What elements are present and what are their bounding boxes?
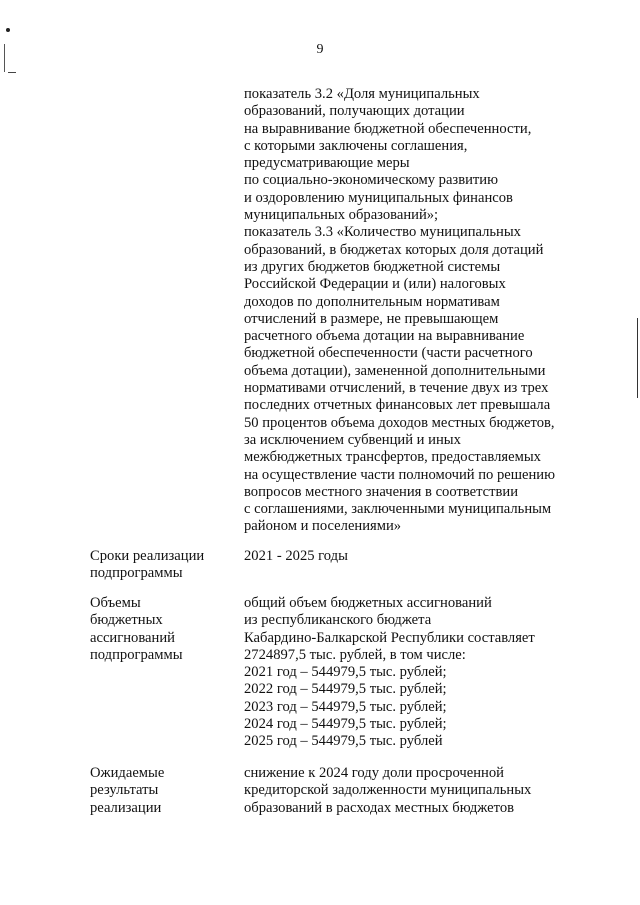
results-label	[90, 765, 164, 817]
text-line: образований, в бюджетах которых доля дотаций	[244, 241, 544, 258]
text-line: с которыми заключены соглашения,	[244, 137, 468, 154]
text-line: Российской Федерации и (или) налоговых	[244, 276, 506, 293]
text-line: отчислений в размере, не превышающем	[244, 310, 499, 327]
text-line: образований, получающих дотации	[244, 103, 465, 120]
label-line: подпрограммы	[90, 646, 183, 663]
text-line: и оздоровлению муниципальных финансов	[244, 189, 513, 206]
text-line: нормативами отчислений, в течение двух из трех	[244, 380, 549, 397]
value-line: общий объем бюджетных ассигнований	[244, 595, 492, 611]
text-line: 50 процентов объема доходов местных бюджетов,	[244, 414, 555, 431]
value-line: 2021 - 2025 годы	[244, 548, 348, 564]
text-line: на выравнивание бюджетной обеспеченности,	[244, 120, 532, 137]
terms-value	[244, 548, 348, 565]
label-line: реализации	[90, 799, 162, 816]
scan-edge-line	[637, 318, 638, 398]
label-line: подпрограммы	[90, 565, 183, 582]
terms-label	[90, 548, 204, 583]
text-line: районом и поселениями»	[244, 518, 402, 535]
indicators-block	[244, 86, 555, 536]
value-line: 2024 год – 544979,5 тыс. рублей;	[244, 716, 447, 733]
text-line: показатель 3.2 «Доля муниципальных	[244, 86, 480, 102]
label-line: Объемы	[90, 595, 141, 611]
value-line: Кабардино-Балкарской Республики составляет	[244, 629, 535, 646]
text-line: за исключением субвенций и иных	[244, 431, 461, 448]
scan-mark-dot	[6, 28, 10, 32]
label-line: бюджетных	[90, 612, 163, 629]
value-line: 2021 год – 544979,5 тыс. рублей;	[244, 664, 447, 681]
text-line: доходов по дополнительным нормативам	[244, 293, 500, 310]
text-line: предусматривающие меры	[244, 155, 410, 172]
text-line: бюджетной обеспеченности (части расчетного	[244, 345, 533, 362]
value-line: кредиторской задолженности муниципальных	[244, 782, 532, 799]
label-line: Ожидаемые	[90, 765, 165, 781]
text-line: объема дотации), замененной дополнительными	[244, 362, 546, 379]
text-line: из других бюджетов бюджетной системы	[244, 258, 501, 275]
value-line: 2022 год – 544979,5 тыс. рублей;	[244, 681, 447, 698]
text-line: муниципальных образований»;	[244, 207, 439, 224]
results-value	[244, 765, 531, 817]
value-line: снижение к 2024 году доли просроченной	[244, 765, 504, 781]
text-line: вопросов местного значения в соответствии	[244, 483, 519, 500]
text-line: показатель 3.3 «Количество муниципальных	[244, 224, 521, 241]
text-line: межбюджетных трансфертов, предоставляемых	[244, 449, 541, 466]
volumes-value	[244, 595, 535, 751]
value-line: из республиканского бюджета	[244, 612, 432, 629]
text-line: по социально-экономическому развитию	[244, 172, 498, 189]
text-line: последних отчетных финансовых лет превышала	[244, 397, 551, 414]
page-number: 9	[316, 42, 324, 57]
volumes-label	[90, 595, 183, 664]
value-line: 2025 год – 544979,5 тыс. рублей	[244, 733, 443, 750]
text-line: с соглашениями, заключенными муниципальным	[244, 501, 552, 518]
scan-mark-dash	[8, 72, 16, 73]
value-line: образований в расходах местных бюджетов	[244, 799, 515, 816]
label-line: результаты	[90, 782, 159, 799]
value-line: 2724897,5 тыс. рублей, в том числе:	[244, 646, 466, 663]
label-line: Сроки реализации	[90, 548, 205, 564]
text-line: на осуществление части полномочий по решению	[244, 466, 556, 483]
label-line: ассигнований	[90, 629, 175, 646]
value-line: 2023 год – 544979,5 тыс. рублей;	[244, 698, 447, 715]
text-line: расчетного объема дотации на выравнивание	[244, 328, 525, 345]
